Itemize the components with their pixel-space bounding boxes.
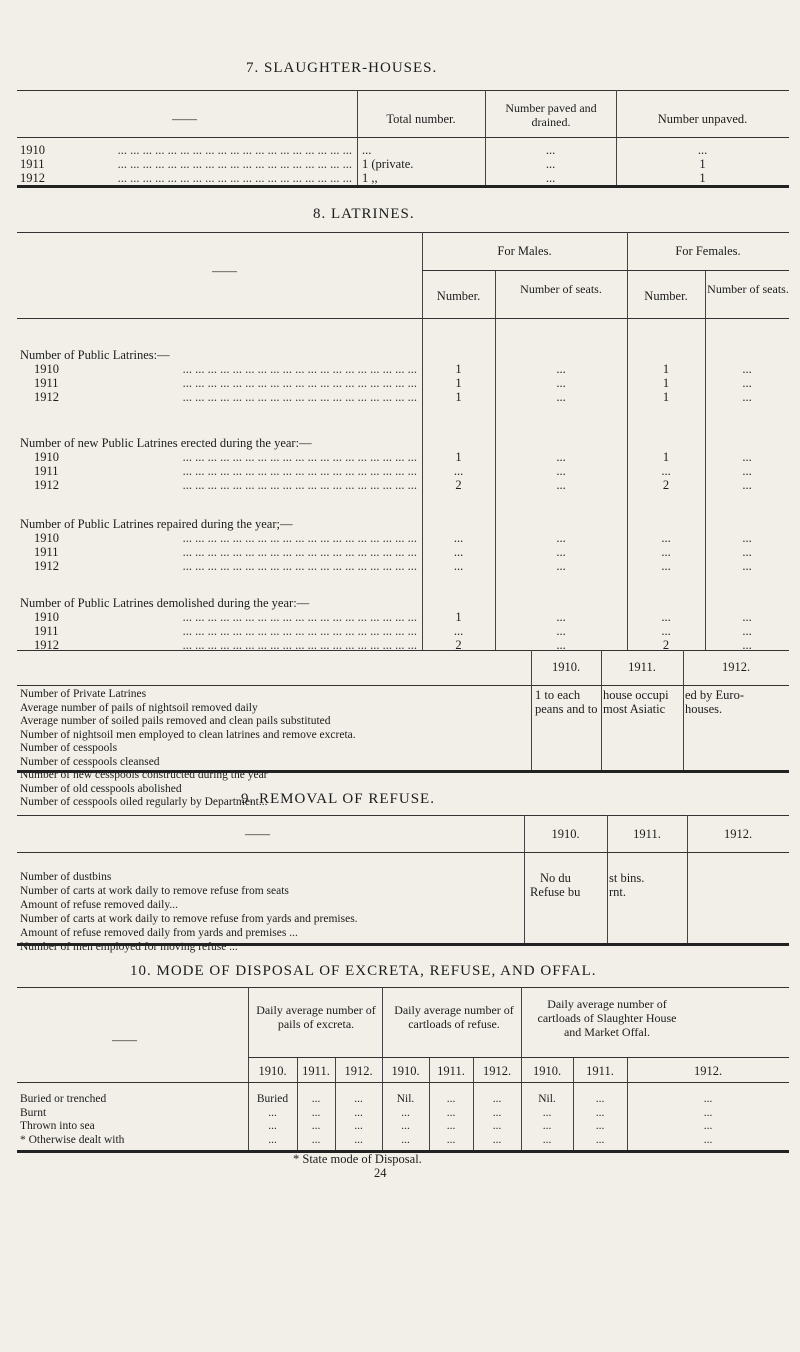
year-label: 1912 <box>34 390 59 404</box>
year-label: 1911 <box>20 157 45 171</box>
value: ... <box>556 390 566 404</box>
value: ... <box>354 1133 363 1146</box>
value: 1 <box>455 376 462 390</box>
group-header: Daily average number of cartloads of refuse. <box>394 1003 514 1031</box>
value: ... <box>268 1133 277 1146</box>
value: 1 <box>662 450 670 464</box>
females-header: For Females. <box>675 244 741 258</box>
dot-leader: ... ... ... ... ... ... ... ... ... ... ... ... ... ... ... ... ... ... ... <box>182 545 417 559</box>
value: Buried <box>256 1093 289 1105</box>
value: ... <box>542 1120 552 1132</box>
value: ... <box>446 1133 456 1146</box>
year-label: 1910 <box>34 362 59 376</box>
section-10-title: 10. MODE OF DISPOSAL OF EXCRETA, REFUSE, AND OFFAL. <box>130 963 597 979</box>
total-number: 1 (private. <box>362 157 414 171</box>
year-header: 1912. <box>693 1064 723 1078</box>
footnote: * State mode of Disposal. <box>293 1152 422 1166</box>
row-label: Average number of pails of nightsoil removed daily <box>20 701 258 714</box>
row-label: Buried or trenched <box>20 1093 107 1105</box>
value: ... <box>556 531 566 545</box>
value: ... <box>401 1120 410 1132</box>
row-label: Number of Private Latrines <box>20 688 147 700</box>
value: ... <box>742 362 752 376</box>
value: ... <box>446 1120 456 1132</box>
value: ... <box>311 1133 321 1146</box>
value: Nil. <box>396 1093 415 1105</box>
row-label: Average number of soiled pails removed and clean pails substituted <box>20 715 331 727</box>
value: ... <box>742 624 752 638</box>
value: 2 <box>662 478 670 492</box>
value: ... <box>556 450 566 464</box>
unpaved-number: ... <box>697 143 708 157</box>
dot-leader: ... ... ... ... ... ... ... ... ... ... ... ... ... ... ... ... ... ... ... <box>182 531 417 545</box>
year-label: 1912 <box>34 559 59 573</box>
value: ... <box>354 1093 363 1105</box>
value: 1 <box>455 390 462 404</box>
value: ... <box>742 450 752 464</box>
value: 1 <box>455 610 462 624</box>
dot-leader: ... ... ... ... ... ... ... ... ... ... ... ... ... ... ... ... ... ... ... <box>182 390 417 404</box>
value: ... <box>661 545 671 559</box>
row-label: Burnt <box>20 1106 47 1119</box>
year-label: 1910 <box>34 450 59 464</box>
row-label: Number of old cesspools abolished <box>20 782 182 795</box>
value: ... <box>742 559 752 573</box>
row-label: Thrown into sea <box>20 1120 95 1132</box>
row-label: Number of nightsoil men employed to clean latrines and remove excreta. <box>20 728 356 741</box>
paved-number: ... <box>545 157 556 171</box>
group-label: Number of Public Latrines:— <box>20 348 170 362</box>
value: ... <box>703 1106 713 1119</box>
row-label: Number of new cesspools constructed during the year <box>20 769 268 781</box>
row-label: Amount of refuse removed daily from yards and premises ... <box>20 927 298 939</box>
paved-number: ... <box>545 143 556 157</box>
dot-leader: ... ... ... ... ... ... ... ... ... ... ... ... ... ... ... ... ... ... ... <box>182 450 417 464</box>
dot-leader: ... ... ... ... ... ... ... ... ... ... ... ... ... ... ... ... ... ... ... <box>182 478 417 492</box>
value: ... <box>742 638 752 652</box>
total-number: ... <box>362 143 372 157</box>
row-label: Number of men employed for moving refuse ... <box>20 941 238 953</box>
value: ... <box>742 545 752 559</box>
value: ... <box>453 464 464 478</box>
value: ... <box>595 1120 605 1132</box>
value: ... <box>453 624 464 638</box>
value: ... <box>311 1093 321 1105</box>
value: ... <box>661 610 671 624</box>
value: ... <box>268 1120 277 1132</box>
value: ... <box>556 464 566 478</box>
col-header: Total number. <box>386 112 456 126</box>
year-label: 1912 <box>20 171 45 185</box>
unpaved-number: 1 <box>699 171 706 185</box>
year-label: 1912 <box>34 638 59 652</box>
value: ... <box>742 610 752 624</box>
value: ... <box>453 531 464 545</box>
value: 1 <box>662 376 670 390</box>
dot-leader: ... ... ... ... ... ... ... ... ... ... ... ... ... ... ... ... ... ... ... <box>182 362 417 376</box>
value: ... <box>401 1133 410 1146</box>
value: ... <box>311 1120 321 1132</box>
year-label: 1911 <box>34 624 59 638</box>
value: ... <box>492 1133 502 1146</box>
dot-leader: ... ... ... ... ... ... ... ... ... ... ... ... ... ... ... ... ... ... ... <box>117 157 352 171</box>
rule <box>17 90 789 91</box>
group-header: Daily average number of cartloads of Slaughter House and Market Offal. <box>537 997 677 1039</box>
row-label: * Otherwise dealt with <box>20 1133 125 1146</box>
value: ... <box>401 1106 410 1119</box>
value: ... <box>595 1093 605 1105</box>
year-label: 1910 <box>20 143 45 157</box>
group-label: Number of new Public Latrines erected during the year:— <box>20 436 312 450</box>
dot-leader: ... ... ... ... ... ... ... ... ... ... ... ... ... ... ... ... ... ... ... <box>182 376 417 390</box>
year-label: 1911 <box>34 464 59 478</box>
year-header: 1911. <box>302 1064 330 1078</box>
year-header: 1911. <box>437 1064 465 1078</box>
row-label: Number of cesspools oiled regularly by Department... <box>20 796 268 808</box>
value: ... <box>556 362 566 376</box>
value: ... <box>556 376 566 390</box>
value: ... <box>742 478 752 492</box>
value: 2 <box>662 638 670 652</box>
year-label: 1911 <box>34 376 59 390</box>
row-label: Number of cesspools cleansed <box>20 755 160 768</box>
value: ... <box>446 1093 456 1105</box>
value: ... <box>446 1106 456 1119</box>
value: ... <box>556 610 566 624</box>
value: ... <box>595 1133 605 1146</box>
year-label: 1910 <box>34 531 59 545</box>
value: ... <box>556 624 566 638</box>
row-label: Number of dustbins <box>20 871 112 883</box>
value: ... <box>661 559 671 573</box>
dot-leader: ... ... ... ... ... ... ... ... ... ... ... ... ... ... ... ... ... ... ... <box>182 638 417 652</box>
dot-leader: ... ... ... ... ... ... ... ... ... ... ... ... ... ... ... ... ... ... ... <box>117 143 352 157</box>
year-label: 1912 <box>34 478 59 492</box>
group-label: Number of Public Latrines repaired during the year;— <box>20 517 293 531</box>
value: ... <box>492 1120 502 1132</box>
section-7-title: 7. SLAUGHTER-HOUSES. <box>246 60 438 76</box>
col-header: Number unpaved. <box>657 112 748 126</box>
paved-number: ... <box>545 171 556 185</box>
col-header: Number paved and drained. <box>505 101 597 129</box>
dot-leader: ... ... ... ... ... ... ... ... ... ... ... ... ... ... ... ... ... ... ... <box>182 464 417 478</box>
value: ... <box>703 1120 713 1132</box>
value: ... <box>268 1106 277 1119</box>
value: ... <box>703 1093 713 1105</box>
page-number: 24 <box>374 1166 387 1180</box>
group-label: Number of Public Latrines demolished during the year:— <box>20 596 310 610</box>
value: ... <box>556 545 566 559</box>
row-label: Number of carts at work daily to remove refuse from seats <box>20 885 289 897</box>
year-label: 1911 <box>34 545 59 559</box>
value: ... <box>595 1106 605 1119</box>
value: ... <box>661 464 671 478</box>
value: ... <box>492 1093 502 1105</box>
row-label: Number of carts at work daily to remove refuse from yards and premises. <box>20 913 358 925</box>
value: ... <box>742 531 752 545</box>
row-label: Number of cesspools <box>20 742 118 754</box>
private-note: 1 to each <box>535 688 581 702</box>
value: ... <box>703 1133 713 1146</box>
value: ... <box>661 624 671 638</box>
value: 1 <box>455 450 462 464</box>
dot-leader: ... ... ... ... ... ... ... ... ... ... ... ... ... ... ... ... ... ... ... <box>182 559 417 573</box>
year-header: 1912. <box>482 1064 512 1078</box>
dot-leader: ... ... ... ... ... ... ... ... ... ... ... ... ... ... ... ... ... ... ... <box>182 610 417 624</box>
value: 2 <box>455 478 462 492</box>
total-number: 1 ,, <box>362 171 378 185</box>
document-page: 7. SLAUGHTER-HOUSES. —— Total number. Number paved and drained. Number unpaved. 1910 ... ... ... ... ... ... ... ... ... ... ... ... ... ... ... ... ... ... ... ... ... ... 1911 ... ... ... ... ... ... ... ... ... ... ... ... ... ... ... ... ... ... ... 1 (private. ... 1 1912 ... ... ... ... ... ... ... ... ... ... ... ... ... ... ... ... ... ... ... 1 ,, ... 1 8. LATRINES. —— For Males. For Females. Number. Number of seats. Number. Number of seats. Number of Public Latrines:— 1910 ... ... ... ... ... ... ... ... ... ... ... ... ... ... ... ... ... ... ... 1 ... 1 ... 1911 ... ... ... ... ... ... ... ... ... ... ... ... ... ... ... ... ... ... ... 1 ... 1 ... 1912 ... ... ... ... ... ... ... ... ... ... ... ... ... ... ... ... ... ... ... 1 ... 1 ... Number of new Public Latrines erected during the year:— 1910 ... ... ... ... ... ... ... ... ... ... ... ... ... ... ... ... ... ... ... 1 ... 1 ... 1911 ... ... ... ... ... ... ... ... ... ... ... ... ... ... ... ... ... ... ... ... ... ... ... 1912 ... ... ... ... ... ... ... ... ... ... ... ... ... ... ... ... ... ... ... 2 ... 2 ... Number of Public Latrines repaired during the year;— 1910 ... ... ... ... ... ... ... ... ... ... ... ... ... ... ... ... ... ... ... ... ... ... ... 1911 ... ... ... ... ... ... ... ... ... ... ... ... ... ... ... ... ... ... ... ... ... ... ... 1912 ... ... ... ... ... ... ... ... ... ... ... ... ... ... ... ... ... ... ... ... ... ... ... Number of Public Latrines demolished during the year:— 1910 ... ... ... ... ... ... ... ... ... ... ... ... ... ... ... ... ... ... ... 1 ... ... ... 1911 ... ... ... ... ... ... ... ... ... ... ... ... ... ... ... ... ... ... ... ... ... ... ... 1912 ... ... ... ... ... ... ... ... ... ... ... ... ... ... ... ... ... ... ... 2 ... 2 ... 1910. 1911. 1912. Number of Private Latrines Average number of pails of nightsoil removed daily Average number of soiled pails removed and clean pails substituted Number of nightsoil men employed to clean latrines and remove excreta. Number of cesspools Number of cesspools cleansed Number of new cesspools constructed during the year Number of old cesspools abolished Number of cesspools oiled regularly by Department... 1 to each house occupi ed by Euro- peans and to most Asiatic houses. 9. REMOVAL OF REFUSE. —— 1910. 1911. 1912. Number of dustbins Number of carts at work daily to remove refuse from seats Amount of refuse removed daily... Number of carts at work daily to remove refuse from yards and premises. Amount of refuse removed daily from yards and premises ... Number of men employed for moving refuse ... No du st bins. Refuse bu rnt. 10. MODE OF DISPOSAL OF EXCRETA, REFUSE, AND OFFAL. —— Daily average number of pails of excreta. Daily average number of cartloads of refuse. Daily average number of cartloads of Slaughter House and Market Offal. 1910. 1911. 1912. 1910. 1911. 1912. 1910. 1911. 1912. Buried or trenched Buried ... ... Nil. ... ... Nil. ... ... Burnt ... ... ... ... ... ... ... ... ... Thrown into sea ... ... ... ... ... ... ... ... ... * Otherwise dealt with ... ... ... ... ... ... ... ... ... * State mode of Disposal. 24 <box>0 0 800 1352</box>
value: Nil. <box>538 1093 556 1105</box>
value: ... <box>492 1106 502 1119</box>
value: 1 <box>662 362 670 376</box>
value: ... <box>742 464 752 478</box>
year-header: 1912. <box>344 1064 373 1078</box>
year-header: 1910. <box>532 1064 562 1078</box>
refuse-note: No du <box>540 871 571 885</box>
value: ... <box>453 545 464 559</box>
year-header: 1910. <box>258 1064 287 1078</box>
row-label: Amount of refuse removed daily... <box>20 899 178 911</box>
value: ... <box>354 1106 363 1119</box>
value: ... <box>542 1106 552 1119</box>
value: 2 <box>455 638 462 652</box>
section-9-title: 9. REMOVAL OF REFUSE. <box>241 791 435 807</box>
value: ... <box>556 478 566 492</box>
value: ... <box>661 531 671 545</box>
value: ... <box>742 376 752 390</box>
value: ... <box>556 638 566 652</box>
dot-leader: ... ... ... ... ... ... ... ... ... ... ... ... ... ... ... ... ... ... ... <box>182 624 417 638</box>
year-header: 1910. <box>391 1064 420 1078</box>
dot-leader: ... ... ... ... ... ... ... ... ... ... ... ... ... ... ... ... ... ... ... <box>117 171 352 185</box>
unpaved-number: 1 <box>699 157 706 171</box>
year-label: 1910 <box>34 610 59 624</box>
value: ... <box>742 390 752 404</box>
value: ... <box>556 559 566 573</box>
section-8-title: 8. LATRINES. <box>313 206 415 222</box>
value: 1 <box>662 390 670 404</box>
value: ... <box>354 1120 363 1132</box>
value: ... <box>311 1106 321 1119</box>
males-header: For Males. <box>497 244 552 258</box>
value: 1 <box>455 362 462 376</box>
group-header: Daily average number of pails of excreta. <box>256 1003 376 1031</box>
value: ... <box>542 1133 552 1146</box>
year-header: 1911. <box>586 1064 614 1078</box>
value: ... <box>453 559 464 573</box>
